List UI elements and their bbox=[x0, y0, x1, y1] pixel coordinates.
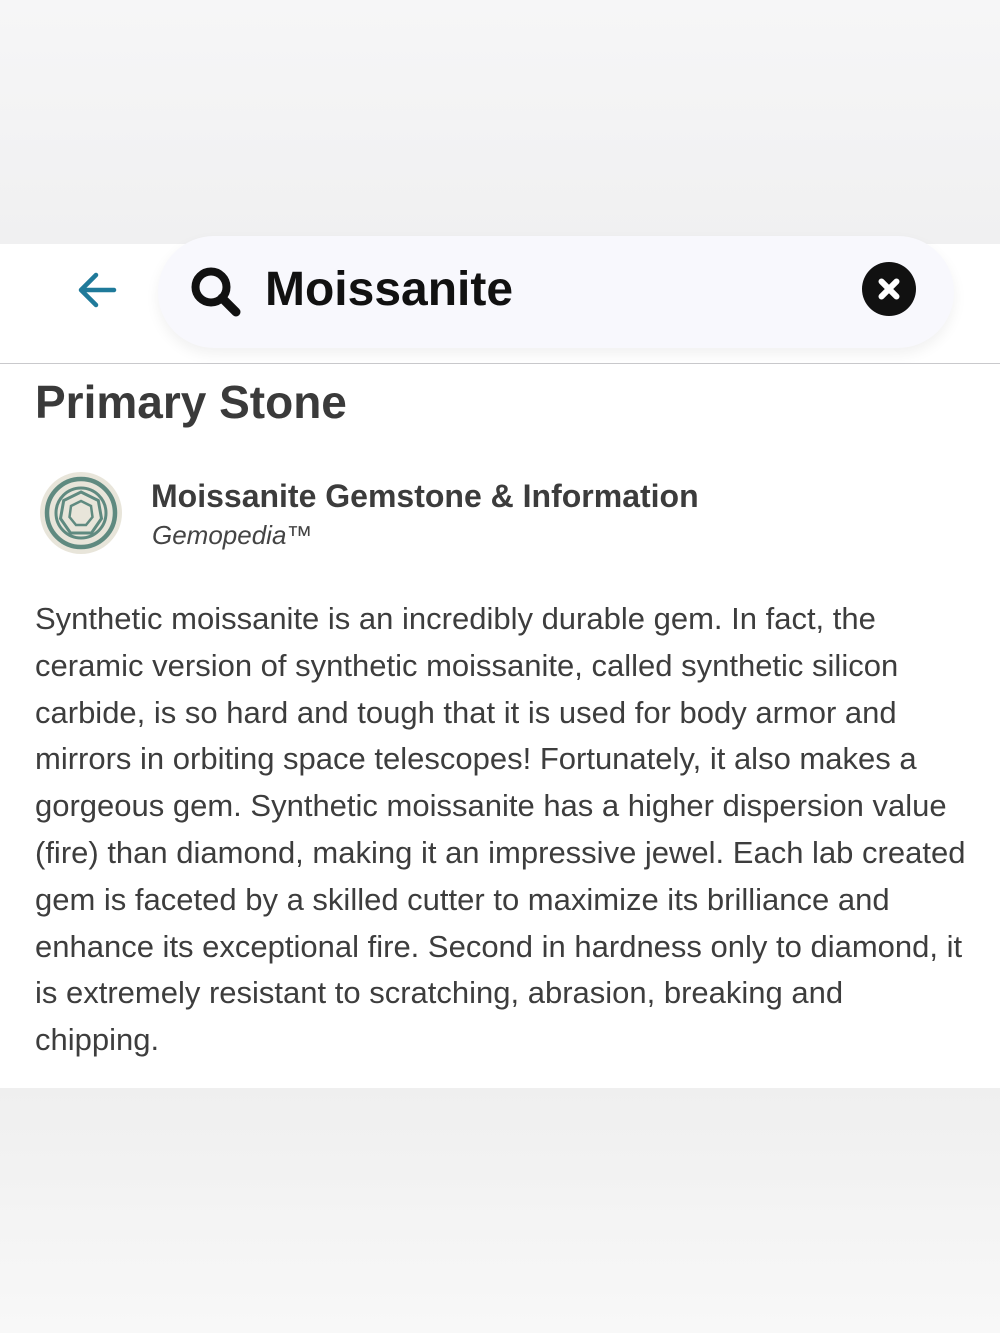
top-background bbox=[0, 0, 1000, 244]
result-source: Gemopedia™ bbox=[152, 520, 313, 550]
search-icon bbox=[190, 266, 242, 318]
close-icon bbox=[862, 262, 916, 316]
bottom-background bbox=[0, 1088, 1000, 1333]
gem-logo-icon bbox=[40, 472, 122, 554]
search-field[interactable] bbox=[158, 236, 954, 348]
search-header bbox=[0, 244, 1000, 364]
search-input[interactable]: Moissanite bbox=[265, 263, 514, 316]
clear-search-button[interactable] bbox=[862, 262, 916, 316]
result-card[interactable] bbox=[40, 470, 960, 560]
section-title: Primary Stone bbox=[35, 376, 347, 428]
arrow-left-icon bbox=[68, 266, 128, 314]
stone-description: Synthetic moissanite is an incredibly durable gem. In fact, the ceramic version of synthetic moissanite, called synthetic silicon carbide, is so hard and tough that it is used for body armor and mirrors in orbiting space telescopes! Fortunately, it also makes a gorgeous gem. Synthetic moissanite has a higher dispersion value (fire) than diamond, making it an impressive jewel. Each lab created gem is faceted by a skilled cutter to maximize its brilliance and enhance its exceptional fire. Second in hardness only to diamond, it is extremely resistant to scratching, abrasion, breaking and chipping. bbox=[35, 601, 966, 1058]
results-content bbox=[0, 364, 1000, 1088]
result-title[interactable]: Moissanite Gemstone & Information bbox=[151, 478, 699, 514]
back-button[interactable] bbox=[68, 266, 128, 314]
